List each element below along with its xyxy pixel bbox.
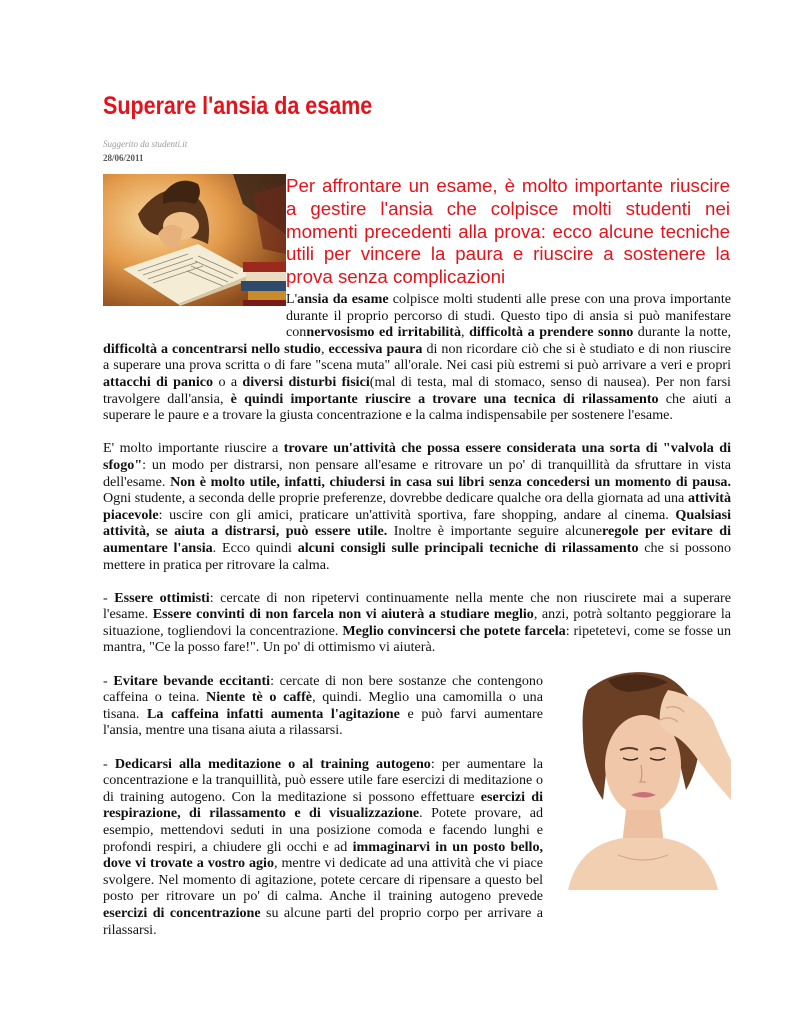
body-paragraph [103, 440, 731, 573]
text-run: (mal di testa, mal di stomaco, senso di nausea). Per non farsi travolgere dall'ansia, [103, 373, 731, 407]
text-run: su alcune parti del proprio corpo per arrivare a rilassarsi. [103, 904, 544, 938]
bold-phrase: Meglio convincersi che potete farcela [342, 622, 566, 639]
bold-phrase: La caffeina infatti aumenta l'agitazione [147, 705, 400, 722]
text-run: che aiuti a superare le paure e a trovare la giusta concentrazione e la calma indispensabile per sostenere l'esame. [103, 390, 732, 424]
bold-phrase: Essere ottimisti [114, 589, 210, 606]
text-run: : ripetetevi, come se fosse un mantra, "Ce la posso fare!". Un po' di ottimismo vi aiuterà. [103, 622, 731, 656]
text-run: e può farvi aumentare l'ansia, mentre una tisana aiuta a rilassarsi. [103, 705, 543, 739]
text-run: , [320, 340, 329, 357]
bold-phrase: nervosismo ed irritabilità [306, 324, 462, 341]
text-run: di non ricordare ciò che si è studiato e di non riuscire a superare una prova scritta o di fare "scena muta" all'orale. Nei casi più estremi si può arrivare a veri e propri [103, 340, 731, 374]
publish-date: 28/06/2011 [103, 153, 144, 163]
bold-phrase: è quindi importante riuscire a trovare una tecnica di rilassamento [230, 390, 659, 407]
bold-phrase: eccessiva paura [328, 340, 423, 357]
body-paragraph [103, 590, 731, 656]
text-run: : cercate di non ripetervi continuamente nella mente che non riuscirete mai a superare l'esame. [103, 589, 731, 623]
bold-phrase: Dedicarsi alla meditazione o al training autogeno [114, 755, 431, 772]
bold-phrase: difficoltà a prendere sonno [469, 324, 634, 341]
bold-phrase: Niente tè o caffè [206, 689, 313, 706]
text-run: - [103, 589, 115, 606]
text-run: E' molto importante riuscire a [103, 440, 284, 457]
bold-phrase: difficoltà a concentrarsi nello studio [103, 340, 321, 357]
text-run: . Potete provare, ad esempio, mettendovi seduti in una posizione comoda e facendo lunghi e profondi respiri, a chiudere gli occhi e ad [103, 805, 543, 855]
text-run: , quindi. Meglio una camomilla o una tisana. [103, 689, 543, 722]
bold-phrase: esercizi di respirazione, di rilassamento e di visualizzazione [103, 788, 544, 822]
bold-phrase: regole per evitare di aumentare l'ansia [103, 523, 731, 556]
text-run: colpisce molti studenti alle prese con una prova importante durante il proprio percorso di studi. Questo tipo di ansia si può manifestare con [286, 291, 731, 341]
article-title: Superare l'ansia da esame [103, 92, 373, 120]
bold-phrase: trovare un'attività che possa essere considerata una sorta di "valvola di sfogo" [103, 440, 731, 473]
bold-phrase: immaginarvi in un posto bello, dove vi trovate a vostro agio [103, 838, 544, 872]
text-run: Inoltre è importante seguire alcune [387, 523, 602, 540]
photo2-spacer [543, 675, 731, 907]
text-run: o a [213, 373, 243, 390]
bold-phrase: attività piacevole [103, 490, 731, 523]
text-run: : uscire con gli amici, praticare un'attività sportiva, fare shopping, andare al cinema. [158, 506, 676, 523]
bold-phrase: Evitare bevande eccitanti [113, 672, 271, 689]
text-run: , anzi, potrà soltanto peggiorare la situazione, togliendovi la concentrazione. [103, 606, 732, 639]
text-run: che si possono mettere in pratica per ritrovare la calma. [103, 539, 732, 573]
text-run: : cercate di non bere sostanze che contengono caffeina o teina. [103, 672, 543, 706]
source-credit[interactable]: Suggerito da studenti.it [103, 139, 188, 149]
text-run: : per aumentare la concentrazione e la tranquillità, può essere utile fare esercizi di meditazione o di training autogeno. Con la meditazione si possono effettuare [103, 755, 543, 805]
bold-phrase: Non è molto utile, infatti, chiudersi in casa sui libri senza concedersi un momento di pausa. [170, 473, 731, 490]
text-run: . Ecco quindi [212, 539, 298, 556]
bold-phrase: esercizi di concentrazione [103, 904, 261, 921]
text-run: L' [286, 291, 298, 307]
bold-phrase: Qualsiasi attività, se aiuta a distrarsi, può essere utile. [103, 506, 731, 540]
bold-phrase: attacchi di panico [103, 373, 214, 390]
text-run: durante la notte, [633, 324, 731, 341]
student-studying-photo [103, 174, 286, 306]
bold-phrase: Essere convinti di non farcela non vi aiuterà a studiare meglio [152, 606, 534, 623]
text-run: - [103, 755, 115, 772]
text-run: , [461, 324, 470, 341]
bold-phrase: alcuni consigli sulle principali tecniche di rilassamento [297, 539, 639, 556]
text-run: : un modo per distrarsi, non pensare all'esame e ritrovare un po' di tranquillità da sfruttare in vista dell'esame. [103, 456, 731, 490]
text-run: Ogni studente, a seconda delle proprie preferenze, dovrebbe dedicare qualche ora della giornata ad una [103, 490, 688, 507]
text-run: - [103, 672, 114, 689]
text-run: , mentre vi dedicate ad una attività che vi piace svolgere. Nel momento di agitazione, potete cercare di ripensare a questo bel posto per ritrovare un po' di calma. Anche il training autogeno prevede [103, 855, 543, 905]
bold-phrase: ansia da esame [297, 291, 389, 307]
bold-phrase: diversi disturbi fisici [242, 373, 370, 390]
lead-paragraph: Per affrontare un esame, è molto importante riuscire a gestire l'ansia che colpisce molti studenti nei momenti precedenti alla prova: ecco alcune tecniche utili per vincere la paura e riuscire a sostenere la prova senza complicazioni [286, 175, 730, 288]
article-body [103, 291, 731, 955]
photo1-spacer [103, 291, 286, 334]
